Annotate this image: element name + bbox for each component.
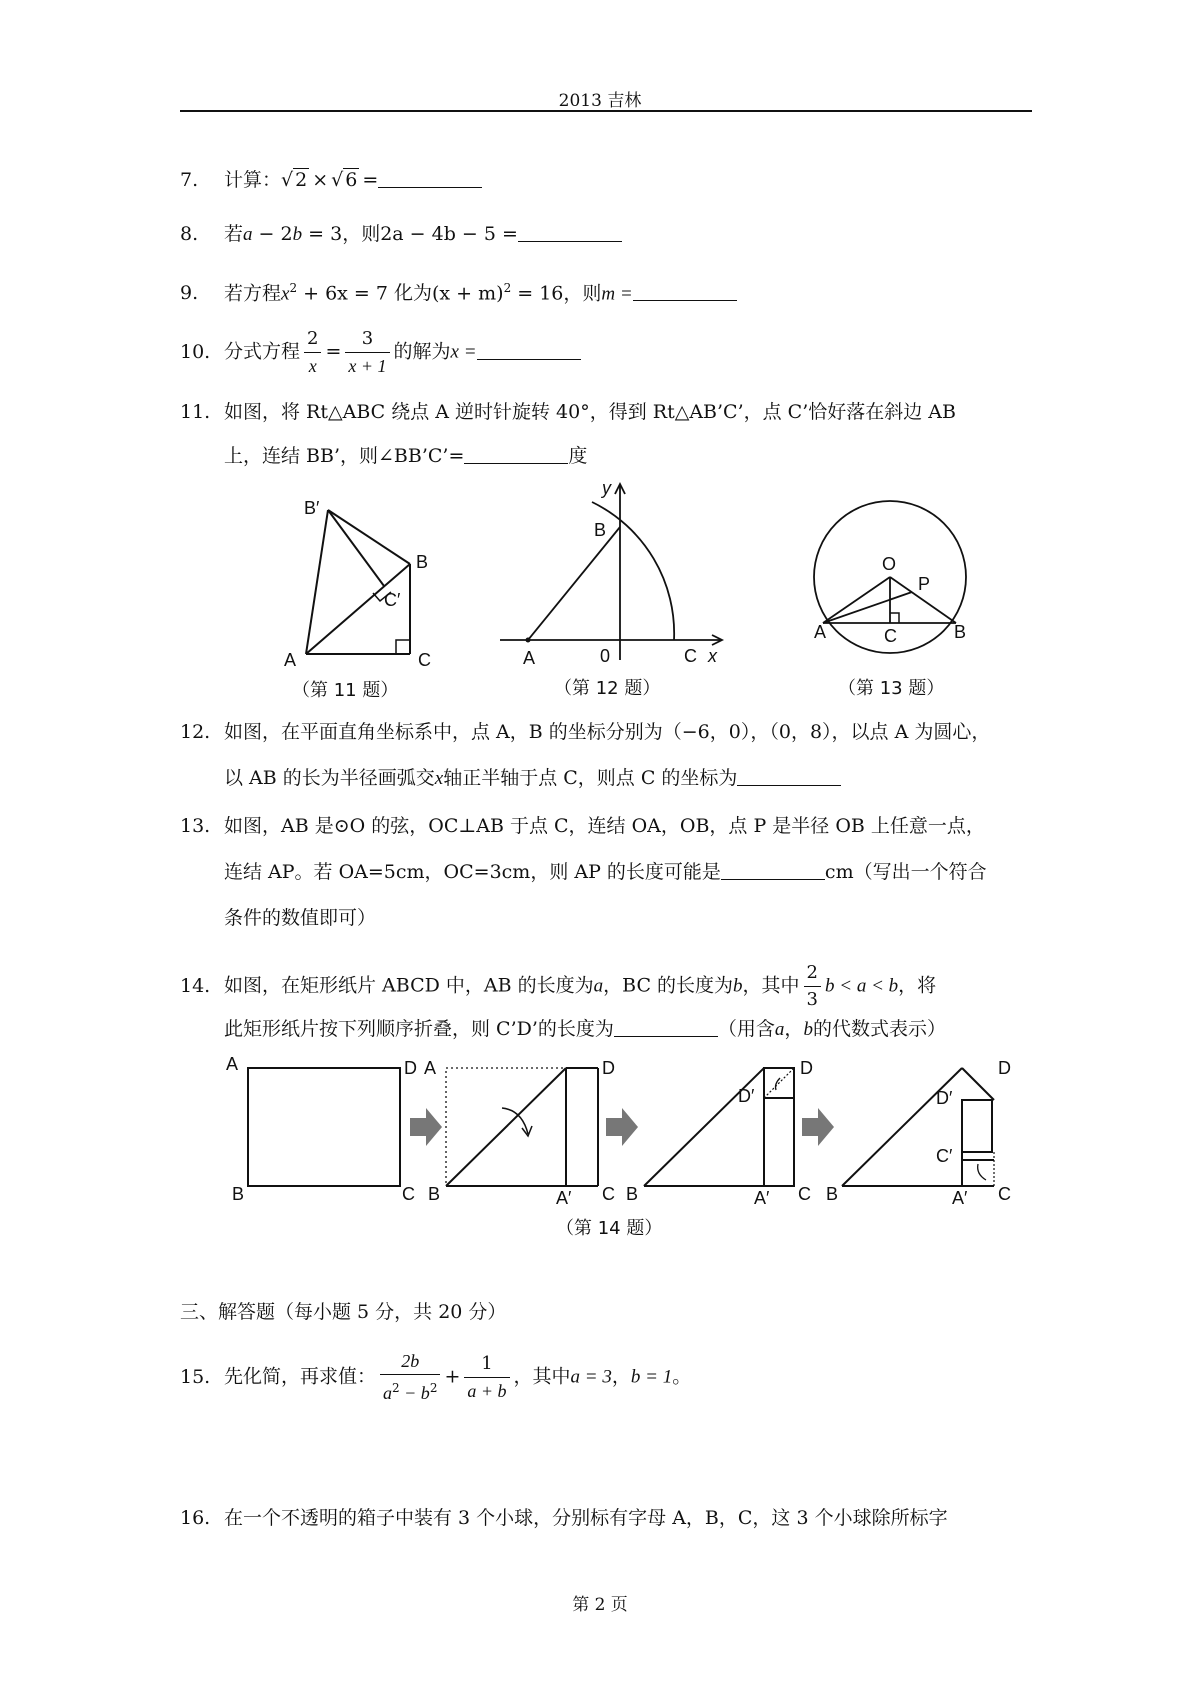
answer-blank[interactable]	[614, 1016, 718, 1037]
numerator: 1	[481, 1353, 493, 1374]
question-text: 如图，在平面直角坐标系中，点 A，B 的坐标分别为（−6，0），（0，8），以点 A 为圆心，	[224, 721, 991, 743]
fig14-label: A	[424, 1058, 437, 1078]
right-arrow-icon	[802, 1108, 834, 1146]
fig12-label: 0	[600, 646, 611, 666]
fig11-caption: （第 11 题）	[292, 680, 399, 701]
math-var: b	[803, 1019, 813, 1040]
question-text: 计算：	[224, 169, 282, 191]
answer-blank[interactable]	[518, 221, 622, 242]
denominator: x	[304, 352, 321, 377]
question-16	[180, 1504, 948, 1532]
math-var: b	[292, 224, 303, 245]
question-10	[180, 328, 581, 377]
segment-ab	[528, 527, 620, 640]
radicand: 6	[345, 169, 358, 191]
fig13-label: B	[954, 622, 967, 642]
right-arrow-icon	[606, 1108, 638, 1146]
fraction	[464, 1353, 509, 1402]
fraction	[804, 962, 821, 1011]
segment-b1c1	[328, 510, 384, 586]
math-var: a	[383, 1383, 393, 1403]
fig14-label: D′	[936, 1088, 953, 1108]
right-angle-c	[396, 640, 410, 654]
numerator: 2b	[401, 1351, 420, 1371]
denominator	[380, 1374, 440, 1405]
question-text: 先化简，再求值：	[224, 1365, 377, 1388]
math-expr: = 16	[511, 282, 564, 305]
question-text: 如图，将 Rt△ABC 绕点 A 逆时针旋转 40°，得到 Rt△AB’C’，点 C’恰好落在斜边 AB	[224, 401, 956, 423]
right-arrow-icon	[410, 1108, 442, 1146]
denominator: a + b	[464, 1377, 509, 1402]
fig14-label: B	[626, 1184, 639, 1204]
question-13-continued	[224, 904, 376, 932]
question-text: 如图，AB 是⊙O 的弦，OC⊥AB 于点 C，连结 OA，OB，点 P 是半径 OB 上任意一点，	[224, 815, 985, 837]
question-11-continued	[224, 442, 587, 470]
fig12-label: B	[594, 520, 607, 540]
page-header-title: 2013 吉林	[558, 91, 642, 111]
question-text: 轴正半轴于点 C，则点 C 的坐标为	[443, 767, 738, 789]
fraction	[380, 1350, 440, 1405]
segment-oa	[823, 577, 890, 623]
times-symbol: ×	[312, 169, 329, 191]
fig14-label: A′	[754, 1188, 770, 1208]
folded-corner	[962, 1068, 994, 1100]
question-text: ，	[611, 1365, 631, 1388]
question-text: ，BC 的长度为	[603, 974, 734, 997]
fig13-label: P	[918, 574, 931, 594]
math-expr: − 2	[252, 223, 293, 245]
exponent: 2	[429, 1381, 438, 1395]
math-expr: m =	[601, 283, 633, 305]
page-footer: 第 2 页	[572, 1595, 628, 1615]
fig12-caption: （第 12 题）	[554, 678, 661, 699]
equals-symbol: =	[325, 340, 342, 363]
fig11-label: A	[284, 650, 297, 670]
question-14-continued	[224, 1015, 946, 1044]
question-13	[180, 812, 985, 840]
exponent: 2	[503, 281, 512, 295]
answer-blank[interactable]	[378, 167, 482, 188]
question-text: 此矩形纸片按下列顺序折叠，则 C’D’的长度为	[224, 1018, 614, 1040]
figures-11-13	[0, 470, 1200, 710]
fig12-label: y	[602, 478, 611, 498]
fig14-label: D	[800, 1058, 813, 1078]
math-expr: + 6x = 7	[297, 282, 388, 305]
fig12-label: C	[684, 646, 697, 666]
question-text: ，将	[898, 974, 937, 997]
sqrt-symbol: √	[331, 169, 344, 191]
question-number: 10.	[180, 340, 211, 363]
math-expr: = 3	[302, 223, 343, 245]
dotted-fold	[764, 1068, 794, 1098]
answer-blank[interactable]	[464, 443, 568, 464]
question-8	[180, 220, 622, 249]
fig14-label: B	[826, 1184, 839, 1204]
fig14-label: B	[232, 1184, 245, 1204]
fraction	[345, 328, 389, 377]
question-text: 。	[672, 1365, 692, 1388]
math-var: x	[281, 283, 290, 305]
fold-line	[446, 1068, 566, 1186]
fold-arrow-curve	[978, 1164, 986, 1180]
question-text: 上，连结 BB’，则∠BB’C’=	[224, 445, 465, 467]
fig11-label: B	[416, 552, 429, 572]
math-expr: − b	[399, 1383, 430, 1403]
math-expr: b < a < b	[825, 975, 899, 997]
answer-blank[interactable]	[633, 280, 737, 301]
question-text: 连结 AP。若 OA=5cm，OC=3cm，则 AP 的长度可能是	[224, 861, 721, 883]
question-text: 的解为	[393, 340, 451, 363]
fig14-label: C	[402, 1184, 415, 1204]
fig14-label: D	[404, 1058, 417, 1078]
question-11	[180, 398, 956, 426]
segment-ab1	[306, 510, 328, 654]
question-text: （用含	[717, 1018, 775, 1040]
radicand: 2	[295, 169, 308, 191]
numerator: 2	[307, 328, 319, 349]
figure-12-diagram	[500, 484, 722, 660]
fig14-label: A	[226, 1054, 239, 1074]
header-rule	[180, 110, 1032, 112]
question-text: cm（写出一个符合	[824, 861, 987, 883]
point-a	[526, 638, 531, 643]
folded-strip	[962, 1100, 992, 1152]
math-var: b	[733, 975, 743, 997]
math-expr: x =	[450, 341, 477, 363]
question-9	[180, 274, 737, 308]
math-var: a	[243, 224, 253, 245]
question-number: 12.	[180, 721, 211, 743]
plus-symbol: +	[444, 1365, 461, 1388]
fig14-label: A′	[556, 1188, 572, 1208]
fig13-label: A	[814, 622, 827, 642]
fig14-label: C	[798, 1184, 811, 1204]
fig12-label: A	[523, 648, 536, 668]
question-text: ，则	[563, 282, 602, 305]
segment-b1b	[328, 510, 410, 564]
question-15	[180, 1350, 691, 1405]
math-expr: b = 1	[630, 1366, 673, 1388]
fig11-label: B′	[304, 498, 320, 518]
fig14-label: D	[998, 1058, 1011, 1078]
fig14-label: B	[428, 1184, 441, 1204]
question-12-continued	[224, 764, 841, 793]
math-var: x	[434, 768, 444, 789]
math-expr: a = 3	[570, 1366, 612, 1388]
strip	[764, 1068, 794, 1186]
fig14-label: D	[602, 1058, 615, 1078]
fraction	[304, 328, 321, 377]
question-text: 分式方程	[224, 340, 301, 363]
fig14-label: C	[998, 1184, 1011, 1204]
answer-blank[interactable]	[477, 339, 581, 360]
question-7	[180, 166, 482, 194]
answer-blank[interactable]	[721, 859, 825, 880]
fig14-label: C	[602, 1184, 615, 1204]
fig13-label: O	[882, 554, 897, 574]
right-angle-c	[890, 613, 899, 623]
answer-blank[interactable]	[737, 765, 841, 786]
question-text: 若	[224, 223, 244, 245]
question-text: 若方程	[224, 282, 282, 305]
question-text: 如图，在矩形纸片 ABCD 中，AB 的长度为	[224, 974, 594, 997]
denominator: x + 1	[345, 352, 389, 377]
figure-11-diagram	[306, 510, 410, 654]
fig12-label: x	[708, 646, 717, 666]
question-text: ，则	[342, 223, 381, 245]
question-number: 15.	[180, 1365, 211, 1388]
math-expr: (x + m)	[432, 282, 504, 305]
exponent: 2	[392, 1381, 400, 1395]
question-text: ，其中	[742, 974, 800, 997]
fig11-label: C′	[384, 590, 401, 610]
dotted-original-rect	[446, 1068, 598, 1186]
fold-arrow-curve	[776, 1078, 781, 1090]
fig14-label: C′	[936, 1146, 953, 1166]
fig13-caption: （第 13 题）	[838, 678, 945, 699]
sqrt-symbol: √	[281, 169, 294, 191]
fig14-label: A′	[952, 1188, 968, 1208]
question-number: 9.	[180, 282, 199, 305]
math-expr: 2a − 4b − 5 =	[380, 223, 518, 245]
numerator: 2	[806, 962, 818, 983]
fig14-label: D′	[738, 1086, 755, 1106]
fig11-label: C	[418, 650, 431, 670]
question-14	[180, 962, 936, 1011]
fig13-label: C	[884, 626, 897, 646]
question-text: ，其中	[513, 1365, 571, 1388]
question-number: 11.	[180, 401, 211, 423]
question-text: 化为	[393, 282, 432, 305]
question-text: 的代数式表示）	[812, 1018, 946, 1040]
question-number: 13.	[180, 815, 211, 837]
question-number: 7.	[180, 169, 199, 191]
question-text: 以 AB 的长为半径画弧交	[224, 767, 435, 789]
question-number: 16.	[180, 1507, 211, 1529]
denominator: 3	[804, 986, 821, 1011]
section-3-heading: 三、解答题（每小题 5 分，共 20 分）	[180, 1301, 507, 1323]
fig14-caption: （第 14 题）	[556, 1218, 663, 1239]
question-text: 条件的数值即可）	[224, 907, 377, 929]
question-text: ，	[784, 1018, 804, 1040]
question-text: 在一个不透明的箱子中装有 3 个小球，分别标有字母 A，B，C，这 3 个小球除所标字	[224, 1507, 948, 1529]
triangle-hypotenuse	[842, 1068, 962, 1186]
question-13-continued	[224, 858, 987, 886]
exponent: 2	[289, 281, 298, 295]
question-12	[180, 718, 990, 746]
equals-symbol: =	[362, 169, 379, 191]
question-text: 度	[568, 445, 588, 467]
figure-14	[0, 1048, 1200, 1244]
rectangle-abcd	[248, 1068, 400, 1186]
numerator: 3	[361, 328, 374, 349]
question-number: 14.	[180, 974, 211, 997]
math-var: a	[593, 975, 604, 997]
math-var: a	[774, 1019, 785, 1040]
question-number: 8.	[180, 223, 199, 245]
